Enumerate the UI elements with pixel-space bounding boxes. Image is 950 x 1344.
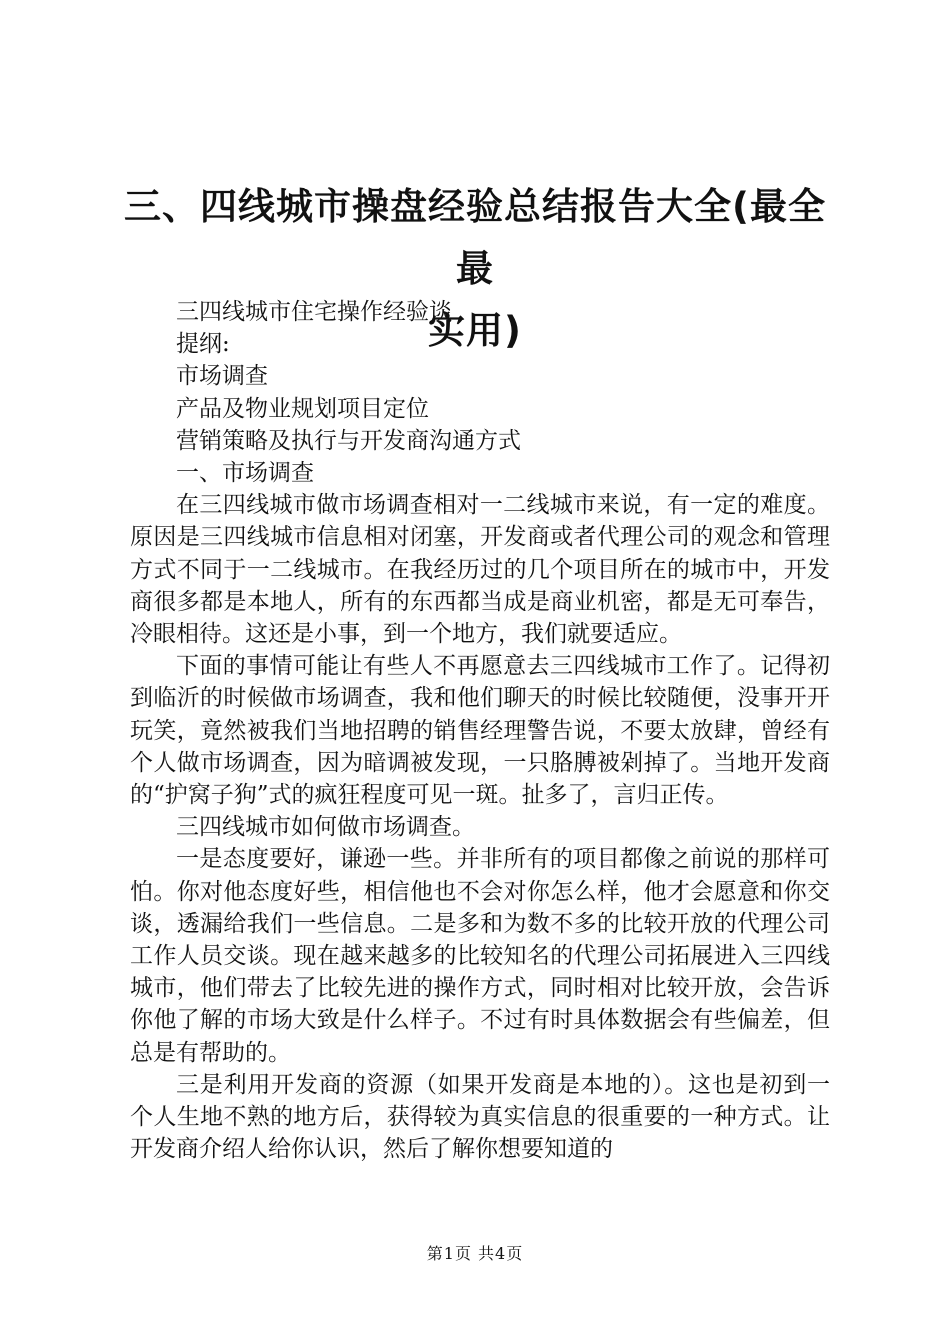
body-paragraph: 在三四线城市做市场调查相对一二线城市来说，有一定的难度。原因是三四线城市信息相对闭塞，开发商或者代理公司的观念和管理方式不同于一二线城市。在我经历过的几个项目所在的城市中，开发商很多都是本地人，所有的东西都当成是商业机密，都是无可奉告，冷眼相待。这还是小事，到一个地方，我们就要适应。 [130, 492, 830, 648]
outline-item: 市场调查 [176, 363, 268, 390]
outline-label: 提纲: [176, 331, 230, 358]
body-paragraph: 三四线城市如何做市场调查。 [176, 814, 475, 841]
subtitle: 三四线城市住宅操作经验谈 [176, 299, 452, 325]
document-body [130, 296, 830, 1165]
page-footer: 第1页 共4页 [426, 1244, 524, 1263]
body-paragraph: 三是利用开发商的资源（如果开发商是本地的）。这也是初到一个人生地不熟的地方后，获得较为真实信息的很重要的一种方式。让开发商介绍人给你认识，然后了解你想要知道的 [130, 1071, 830, 1163]
outline-item: 产品及物业规划项目定位 [176, 395, 429, 422]
section-heading: 一、市场调查 [176, 460, 314, 487]
body-paragraph: 下面的事情可能让有些人不再愿意去三四线城市工作了。记得初到临沂的时候做市场调查，我和他们聊天的时候比较随便，没事开开玩笑，竟然被我们当地招聘的销售经理警告说，不要太放肆，曾经有个人做市场调查，因为暗调被发现，一只胳膊被剁掉了。当地开发商的“护窝子狗”式的疯狂程度可见一斑。扯多了，言归正传。 [130, 653, 830, 809]
outline-item: 营销策略及执行与开发商沟通方式 [176, 427, 521, 454]
title-line-1: 三、四线城市操盘经验总结报告大全(最全最 [124, 185, 826, 290]
body-paragraph: 一是态度要好，谦逊一些。并非所有的项目都像之前说的那样可怕。你对他态度好些，相信他也不会对你怎么样，他才会愿意和你交谈，透漏给我们一些信息。二是多和为数不多的比较开放的代理公司工作人员交谈。现在越来越多的比较知名的代理公司拓展进入三四线城市，他们带去了比较先进的操作方式，同时相对比较开放，会告诉你他了解的市场大致是什么样子。不过有时具体数据会有些偏差，但总是有帮助的。 [130, 846, 830, 1066]
title-line-2: 实用) [428, 309, 522, 352]
